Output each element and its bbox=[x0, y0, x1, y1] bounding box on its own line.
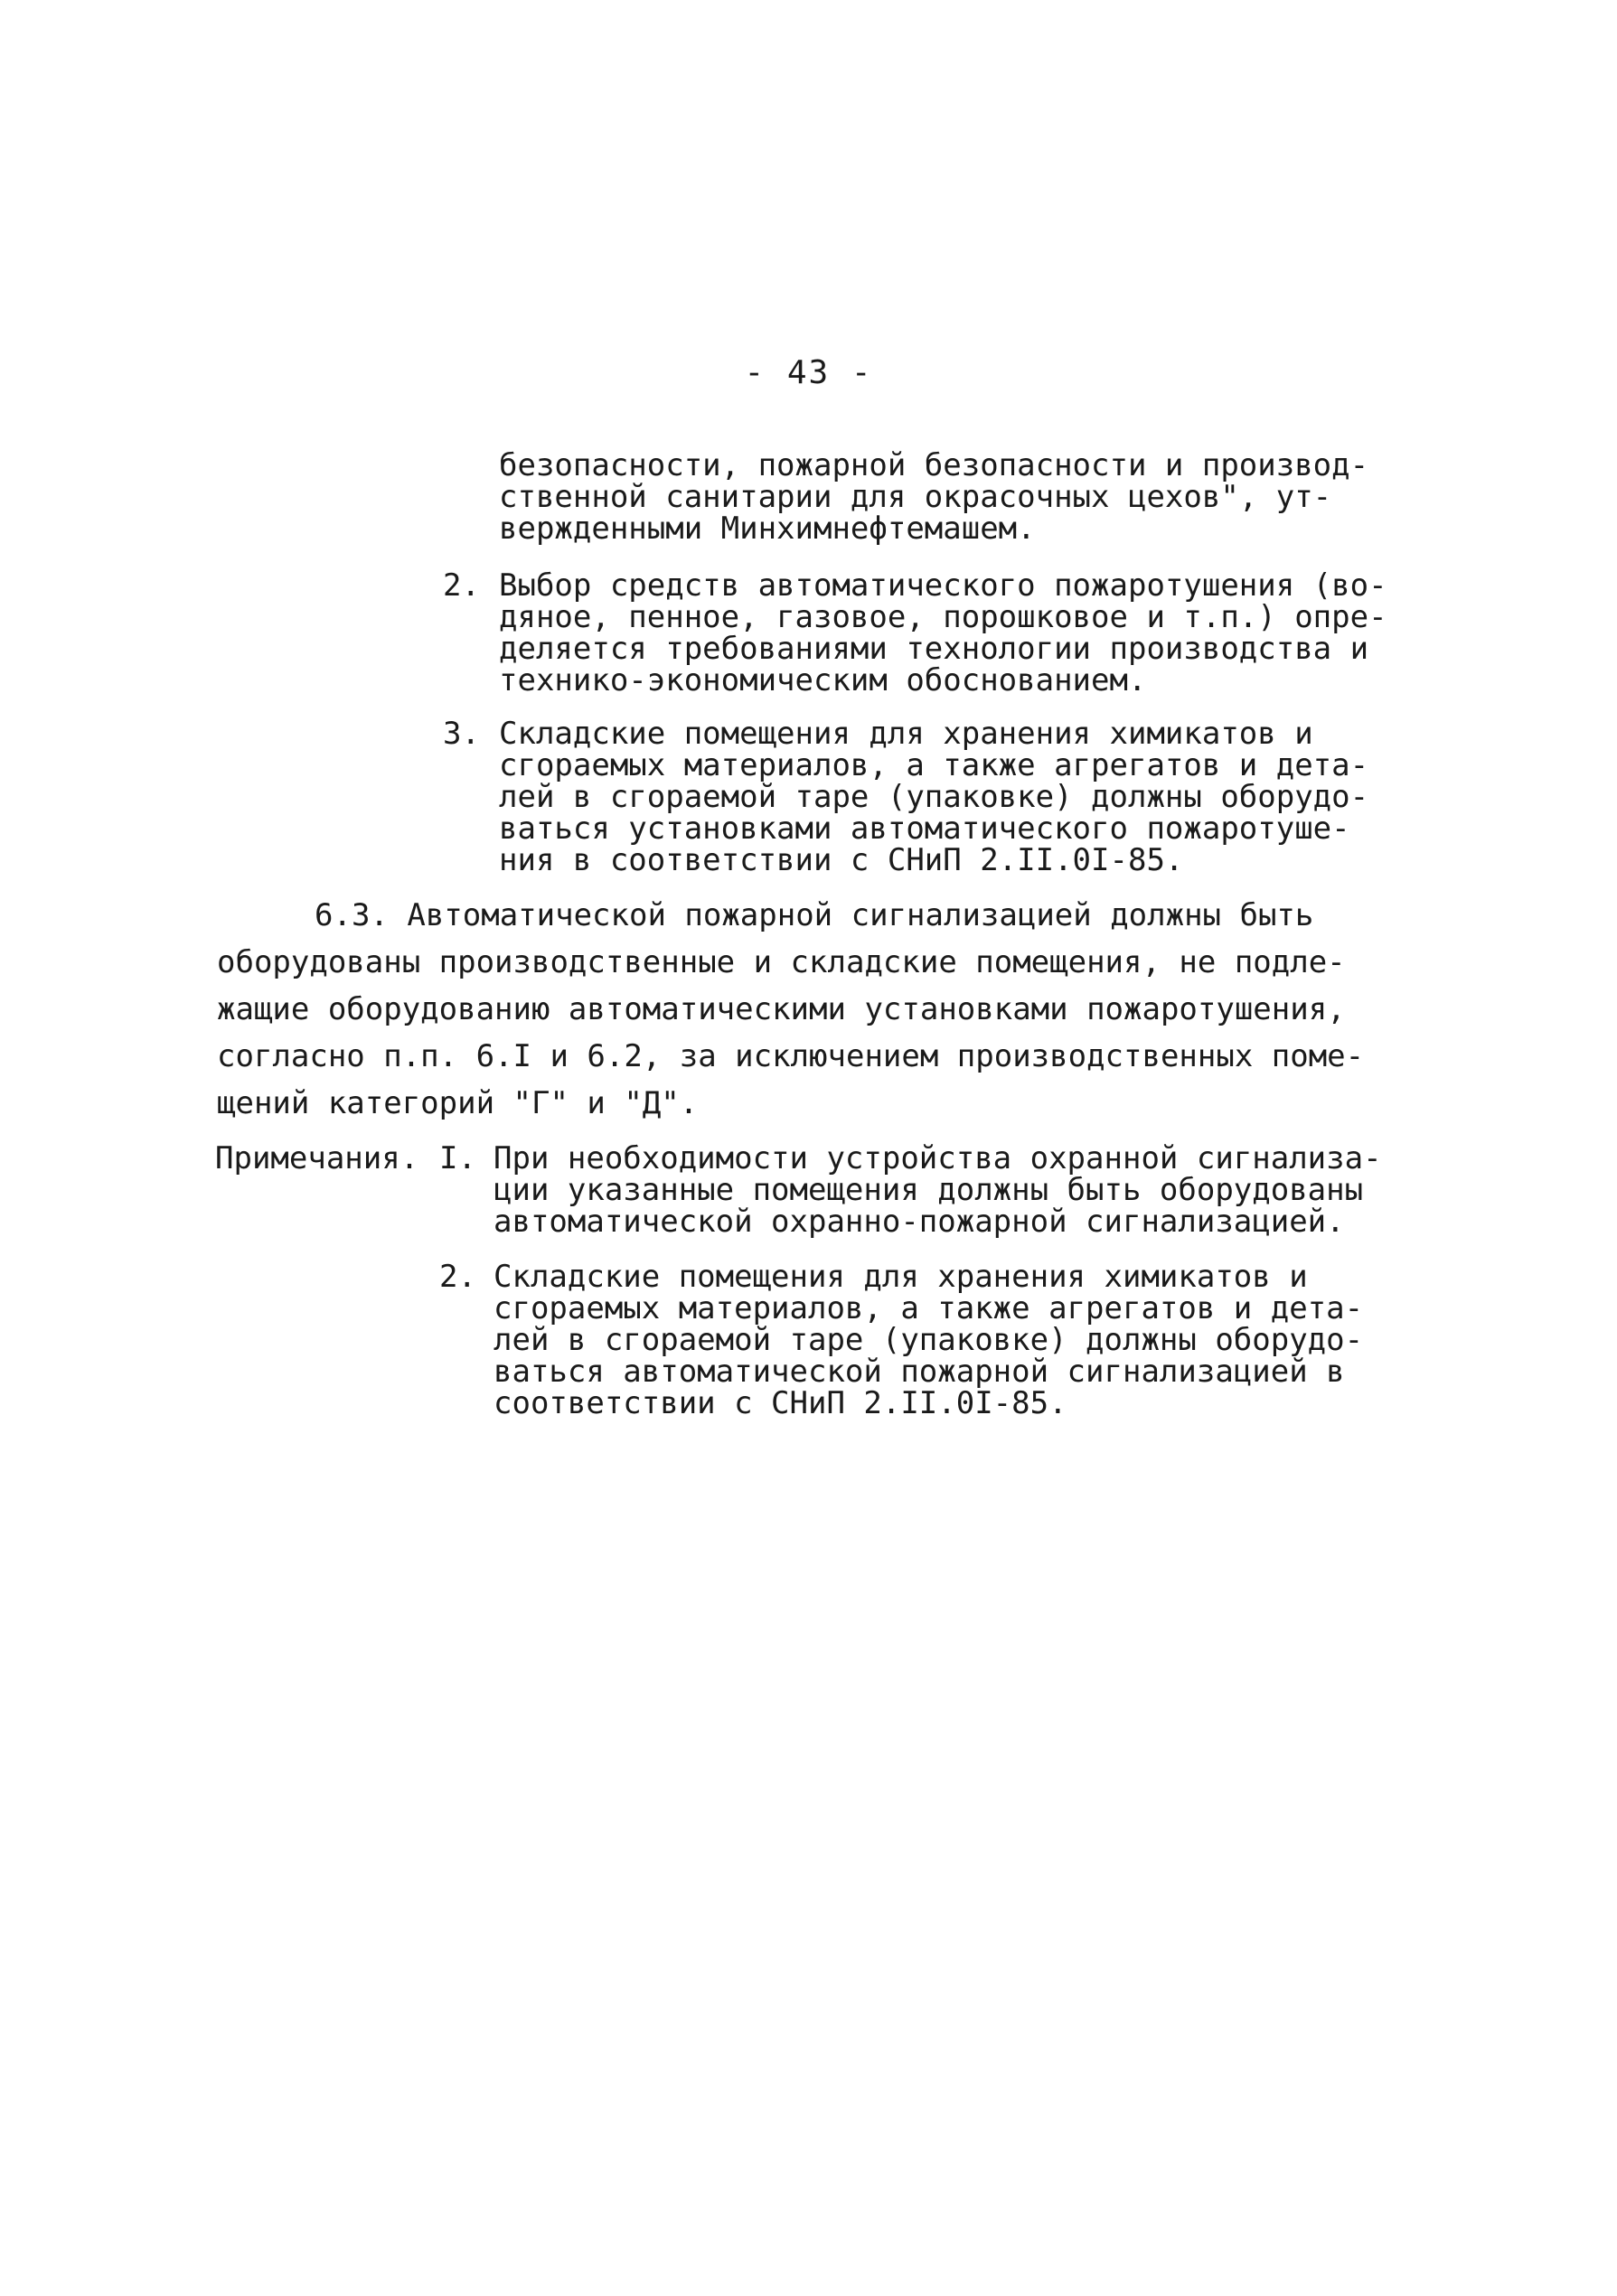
text-line: согласно п.п. 6.I и 6.2, за исключением производственных поме- bbox=[217, 1038, 1365, 1074]
text-line: сгораемых материалов, а также агрегатов и дета- bbox=[494, 1290, 1364, 1326]
text-line: ственной санитарии для окрасочных цехов", ут- bbox=[499, 479, 1332, 515]
text-line: вержденными Минхимнефтемашем. bbox=[499, 511, 1036, 547]
text-line: лей в сгораемой таре (упаковке) должны оборудо- bbox=[494, 1322, 1364, 1358]
text-line: сгораемых материалов, а также агрегатов и дета- bbox=[499, 747, 1369, 783]
note-marker: 2. bbox=[439, 1259, 476, 1295]
text-line: лей в сгораемой таре (упаковке) должны оборудо- bbox=[499, 779, 1369, 815]
text-line: ции указанные помещения должны быть оборудованы bbox=[494, 1172, 1364, 1208]
text-line: Складские помещения для хранения химикатов и bbox=[499, 716, 1313, 752]
text-line: жащие оборудованию автоматическими установками пожаротушения, bbox=[217, 991, 1346, 1027]
text-line: 6.3. Автоматической пожарной сигнализацией должны быть bbox=[315, 897, 1314, 933]
text-line: оборудованы производственные и складские помещения, не подле- bbox=[217, 944, 1346, 980]
text-line: Складские помещения для хранения химикатов и bbox=[494, 1259, 1308, 1295]
text-line: ваться автоматической пожарной сигнализацией в bbox=[494, 1354, 1345, 1390]
text-line: ваться установками автоматического пожаротуше- bbox=[499, 811, 1350, 847]
text-line: безопасности, пожарной безопасности и производ- bbox=[499, 447, 1369, 483]
text-line: технико-экономическим обоснованием. bbox=[499, 662, 1147, 698]
text-line: Выбор средств автоматического пожаротушения (во- bbox=[499, 567, 1387, 604]
text-line: При необходимости устройства охранной сигнализа- bbox=[494, 1140, 1382, 1176]
text-line: автоматической охранно-пожарной сигнализацией. bbox=[494, 1204, 1345, 1240]
text-line: соответствии с СНиП 2.II.0I-85. bbox=[494, 1385, 1067, 1421]
list-item-marker: 2. bbox=[443, 567, 480, 604]
list-item-marker: 3. bbox=[443, 716, 480, 752]
text-line: деляется требованиями технологии производства и bbox=[499, 631, 1369, 667]
text-line: ния в соответствии с СНиП 2.II.0I-85. bbox=[499, 842, 1184, 878]
note-marker: I. bbox=[439, 1140, 476, 1176]
page-number: - 43 - bbox=[744, 354, 873, 391]
text-line: дяное, пенное, газовое, порошковое и т.п.) опре- bbox=[499, 599, 1387, 635]
notes-heading: Примечания. bbox=[215, 1140, 419, 1176]
text-line: щений категорий "Г" и "Д". bbox=[217, 1085, 699, 1121]
